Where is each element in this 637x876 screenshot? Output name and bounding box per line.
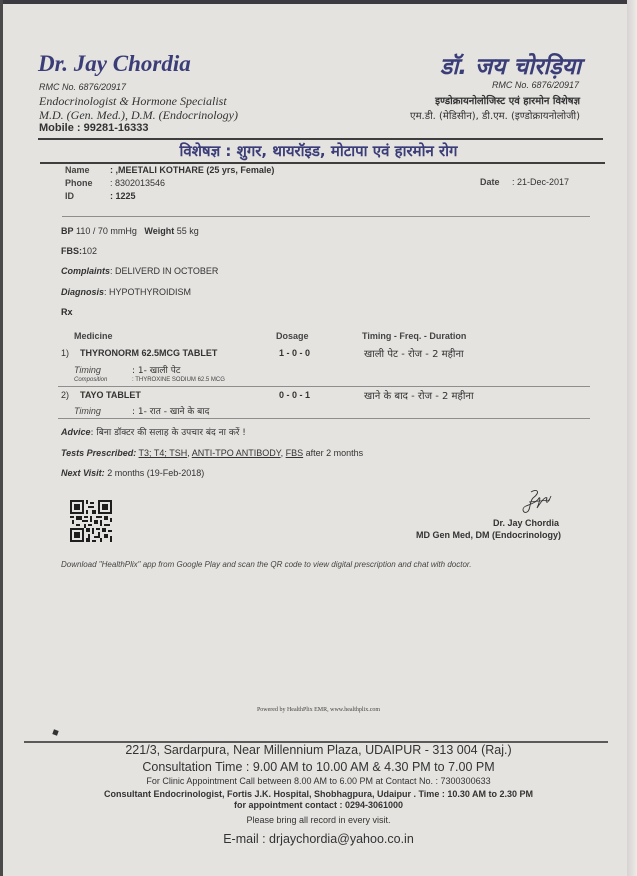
tests-suffix: after 2 months <box>303 448 364 458</box>
fbs-label: FBS: <box>61 246 82 256</box>
medicine-divider <box>58 386 590 387</box>
column-header-dosage: Dosage <box>276 331 309 341</box>
doctor-name-en: Dr. Jay Chordia <box>38 51 191 76</box>
header-divider <box>38 138 603 140</box>
qr-code[interactable] <box>70 500 112 542</box>
medicine-number: 1) <box>61 348 70 358</box>
medicine-name: THYRONORM 62.5MCG TABLET <box>80 348 218 358</box>
test-separator: , <box>187 448 192 458</box>
visit-date: : 21-Dec-2017 <box>512 177 570 187</box>
weight-label: Weight <box>144 226 175 236</box>
complaints-value: : DELIVERD IN OCTOBER <box>110 266 219 276</box>
test-item: T3; T4; TSH <box>138 448 188 458</box>
medicine-frequency: खाने के बाद - रोज - 2 महीना <box>364 391 474 402</box>
download-note: Download "HealthPlix" app from Google Play and scan the QR code to view digital prescription and chat with doctor. <box>61 560 472 569</box>
advice-label: Advice <box>61 427 91 437</box>
degrees-en: M.D. (Gen. Med.), D.M. (Endocrinology) <box>39 108 238 122</box>
banner-divider <box>40 162 605 164</box>
advice-value: : बिना डॉक्टर की सलाह के उपचार बंद ना करें ! <box>90 428 246 438</box>
timing-value: : 1- खाली पेट <box>132 366 181 376</box>
tests-label: Tests Prescribed: <box>61 448 137 458</box>
id-label: ID <box>65 191 74 201</box>
column-header-medicine: Medicine <box>74 331 113 341</box>
test-item: FBS <box>285 448 304 458</box>
footer-fortis-contact: for appointment contact : 0294-3061000 <box>233 800 404 810</box>
medicine-frequency: खाली पेट - रोज - 2 महीना <box>364 349 464 360</box>
mobile-number: Mobile : 99281-16333 <box>39 122 149 134</box>
footer-address: 221/3, Sardarpura, Near Millennium Plaza, UDAIPUR - 313 004 (Raj.) <box>125 743 512 757</box>
composition-value: : THYROXINE SODIUM 62.5 MCG <box>132 377 225 383</box>
degrees-hi: एम.डी. (मेडिसीन), डी.एम. (इण्डोक्रायनोलोजी) <box>410 111 580 122</box>
signature-degrees: MD Gen Med, DM (Endocrinology) <box>416 530 561 540</box>
composition-label: Composition <box>74 377 108 383</box>
date-label: Date <box>480 177 500 187</box>
fbs-row <box>61 246 97 256</box>
diagnosis-label: Diagnosis <box>61 287 105 297</box>
next-visit-label: Next Visit: <box>61 468 105 478</box>
complaints-row <box>61 266 218 276</box>
diagnosis-value: : HYPOTHYROIDISM <box>104 287 192 297</box>
test-item: ANTI-TPO ANTIBODY <box>191 448 281 458</box>
rmc-number-en: RMC No. 6876/20917 <box>39 82 127 92</box>
signature-name: Dr. Jay Chordia <box>492 518 559 528</box>
phone-label: Phone <box>65 178 93 188</box>
weight-value: 55 kg <box>176 226 199 236</box>
vitals-row <box>61 226 199 236</box>
ink-mark <box>52 729 58 735</box>
name-label: Name <box>65 165 90 175</box>
timing-value: : 1- रात - खाने के बाद <box>132 407 210 417</box>
footer-fortis: Consultant Endocrinologist, Fortis J.K. Hospital, Shobhagpura, Udaipur . Time : 10.30 AM to 2.30 PM <box>103 789 534 799</box>
rx-label: Rx <box>61 307 73 317</box>
complaints-label: Complaints <box>61 266 111 276</box>
bp-label: BP <box>61 226 74 236</box>
medicine-number: 2) <box>61 390 70 400</box>
speciality-banner: विशेषज्ञ : शुगर, थायरॉइड, मोटापा एवं हारमोन रोग <box>179 142 458 160</box>
footer-consultation-time: Consultation Time : 9.00 AM to 10.00 AM & 4.30 PM to 7.00 PM <box>142 760 495 774</box>
timing-label: Timing <box>74 406 101 416</box>
medicine-name: TAYO TABLET <box>80 390 141 400</box>
test-separator: , <box>280 448 286 458</box>
patient-phone: : 8302013546 <box>110 178 166 188</box>
column-header-timing: Timing - Freq. - Duration <box>362 331 467 341</box>
speciality-hi: इण्डोक्रायनोलोजिस्ट एवं हारमोन विशेषज्ञ <box>435 96 580 107</box>
rmc-number-hi: RMC No. 6876/20917 <box>491 80 579 90</box>
timing-label: Timing <box>74 365 101 375</box>
powered-by: Powered by HealthPlix EMR, www.healthplix.com <box>256 707 381 713</box>
footer-appointment: For Clinic Appointment Call between 8.00 AM to 6.00 PM at Contact No. : 7300300633 <box>146 776 491 786</box>
fbs-value: 102 <box>82 246 98 256</box>
page-frame-top <box>0 0 637 4</box>
speciality-en: Endocrinologist & Hormone Specialist <box>39 94 227 108</box>
info-divider <box>62 216 590 217</box>
signature-image <box>517 488 553 516</box>
bp-value: 110 / 70 mmHg <box>76 226 137 236</box>
next-visit-row <box>61 468 204 478</box>
next-visit-value: 2 months (19-Feb-2018) <box>104 468 205 478</box>
footer-records-note: Please bring all record in every visit. <box>246 815 391 825</box>
tests-row <box>61 448 363 458</box>
footer-email[interactable]: E-mail : drjaychordia@yahoo.co.in <box>223 832 414 846</box>
medicine-dosage: 0 - 0 - 1 <box>279 390 311 400</box>
diagnosis-row <box>61 287 191 297</box>
medicine-dosage: 1 - 0 - 0 <box>279 348 311 358</box>
advice-row <box>61 425 246 438</box>
medicine-divider <box>58 418 590 419</box>
doctor-name-hi: डॉ. जय चोरड़िया <box>440 54 581 80</box>
patient-id: : 1225 <box>110 191 136 201</box>
patient-name: : ,MEETALI KOTHARE (25 yrs, Female) <box>110 165 275 175</box>
